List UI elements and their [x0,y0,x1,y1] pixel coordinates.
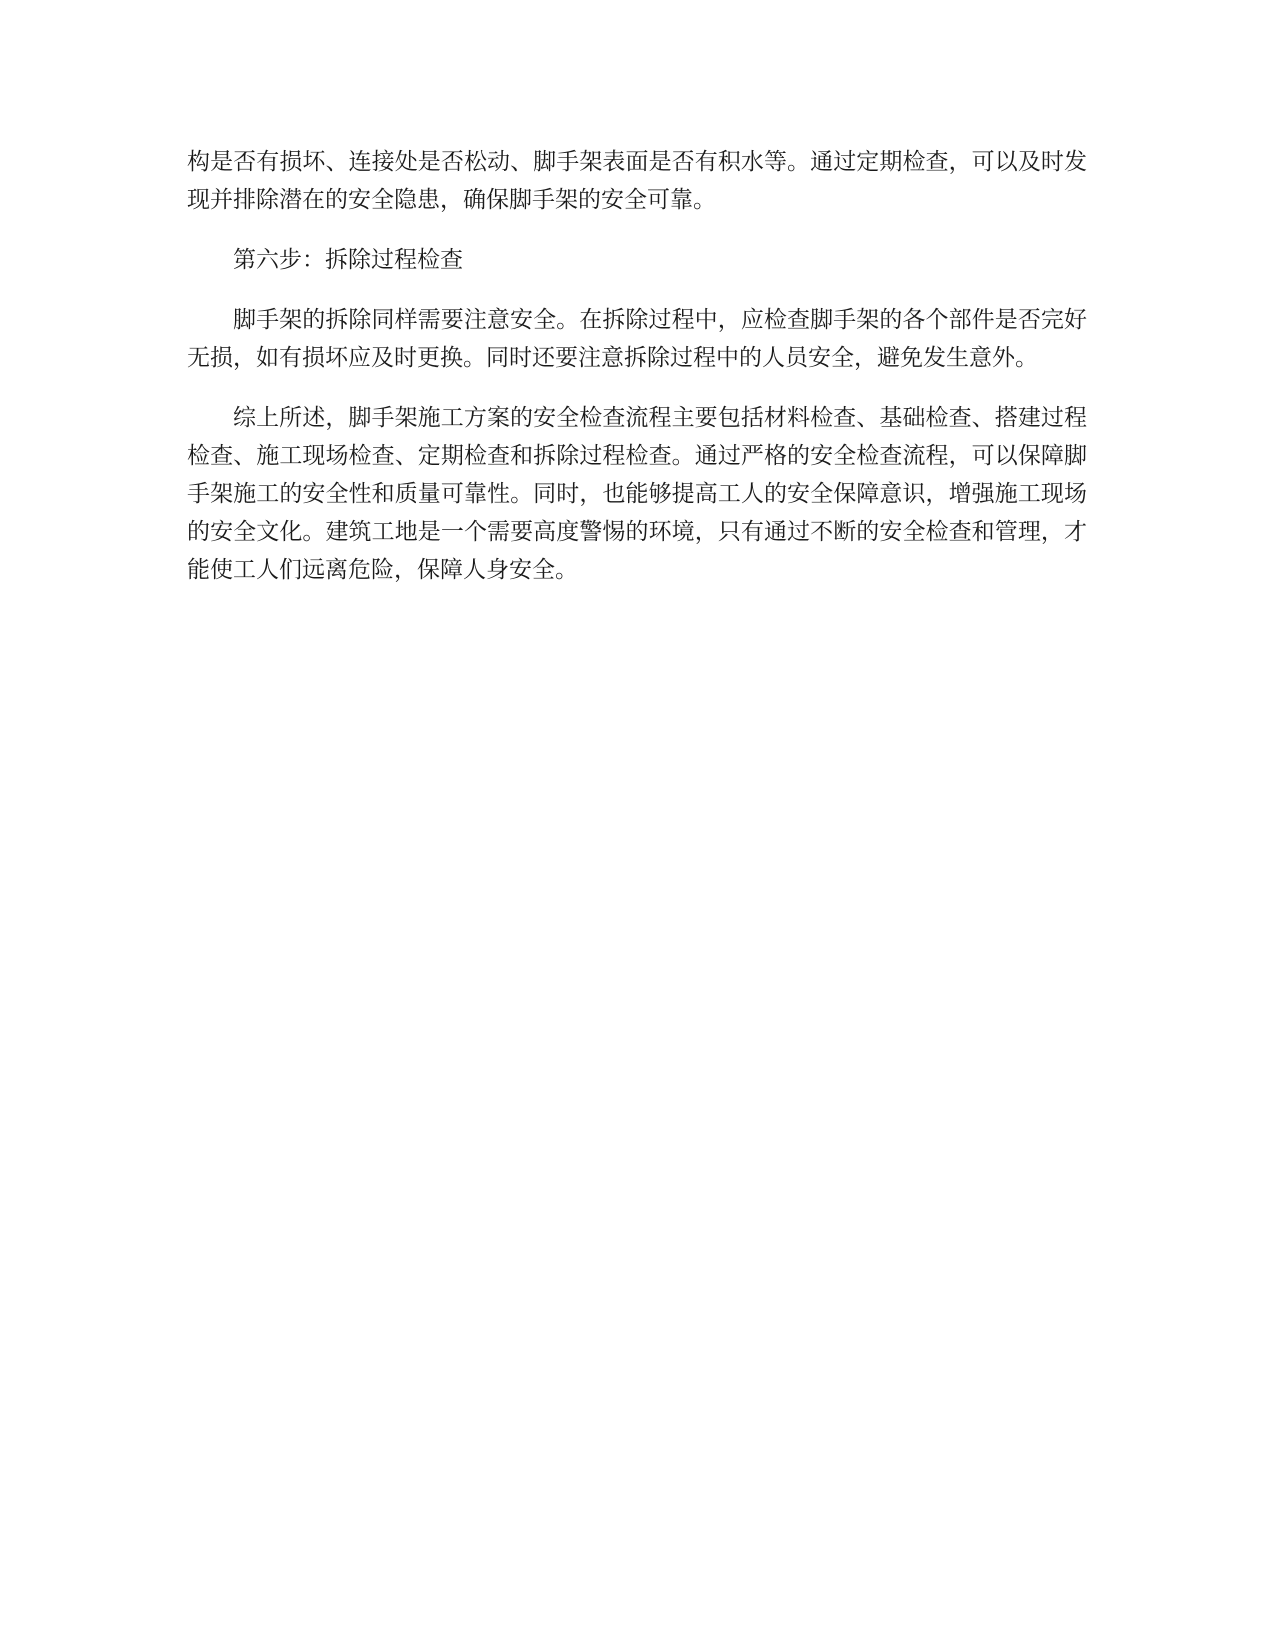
paragraph-summary: 综上所述，脚手架施工方案的安全检查流程主要包括材料检查、基础检查、搭建过程检查、施工现场检查、定期检查和拆除过程检查。通过严格的安全检查流程，可以保障脚手架施工的安全性和质量可靠性。同时，也能够提高工人的安全保障意识，增强施工现场的安全文化。建筑工地是一个需要高度警惕的环境，只有通过不断的安全检查和管理，才能使工人们远离危险，保障人身安全。 [187,405,1087,583]
paragraph-continuation: 构是否有损坏、连接处是否松动、脚手架表面是否有积水等。通过定期检查，可以及时发现并排除潜在的安全隐患，确保脚手架的安全可靠。 [187,149,1087,213]
paragraph-dismantling-check: 脚手架的拆除同样需要注意安全。在拆除过程中，应检查脚手架的各个部件是否完好无损，如有损坏应及时更换。同时还要注意拆除过程中的人员安全，避免发生意外。 [187,307,1087,371]
document-body [187,143,1087,611]
section-heading-step-six: 第六步：拆除过程检查 [233,247,463,273]
